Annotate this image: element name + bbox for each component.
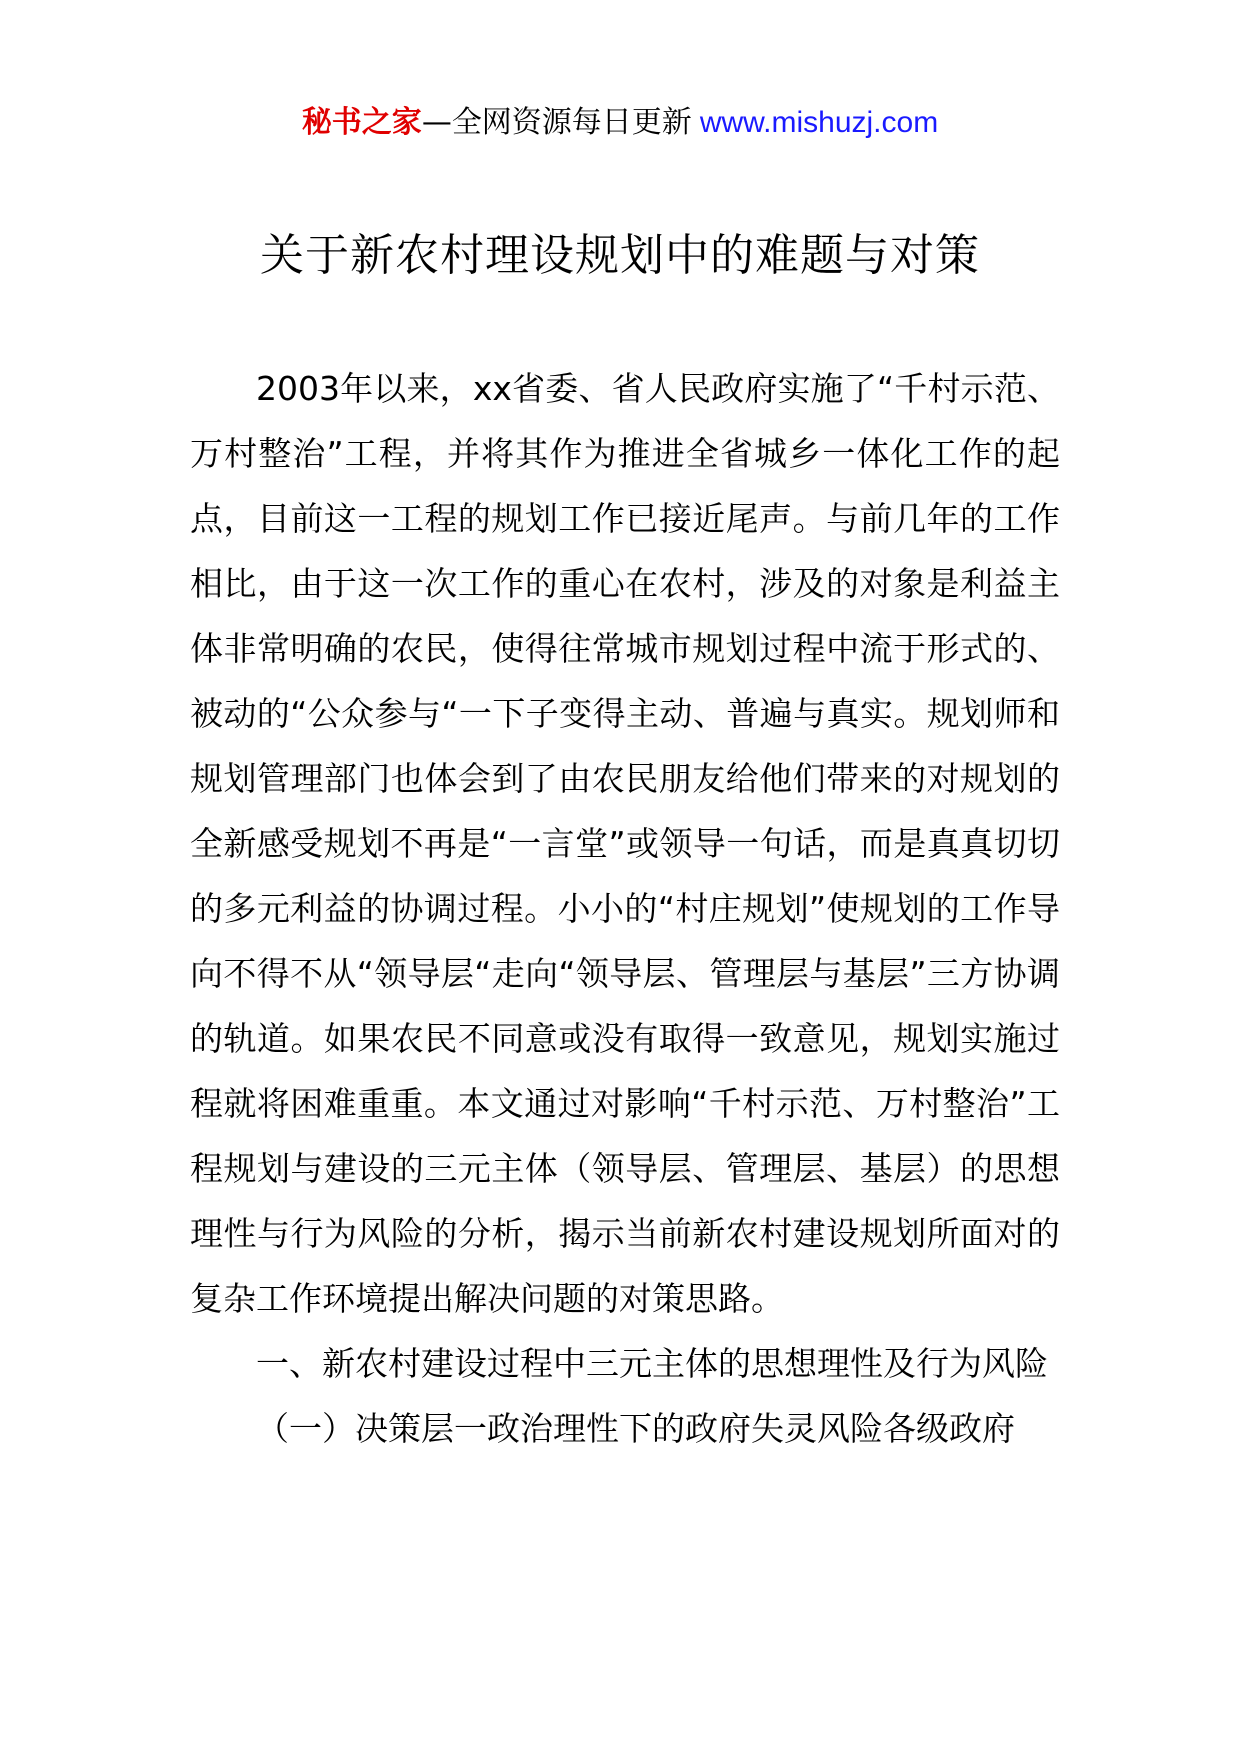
document-body xyxy=(190,356,1060,1461)
section-heading: 一、新农村建设过程中三元主体的思想理性及行为风险 xyxy=(256,1344,1048,1383)
intro-paragraph: 2003年以来，xx省委、省人民政府实施了“千村示范、万村整治”工程，并将其作为推进全省城乡一体化工作的起点，目前这一工程的规划工作已接近尾声。与前几年的工作相比，由于这一次工作的重心在农村，涉及的对象是利益主体非常明确的农民，使得往常城市规划过程中流于形式的、被动的“公众参与“一下子变得主动、普遍与真实。规划师和规划管理部门也体会到了由农民朋友给他们带来的对规划的全新感受规划不再是“一言堂”或领导一句话，而是真真切切的多元利益的协调过程。小小的“村庄规划”使规划的工作导向不得不从“领导层“走向“领导层、管理层与基层”三方协调的轨道。如果农民不同意或没有取得一致意见，规划实施过程就将困难重重。本文通过对影响“千村示范、万村整治”工程规划与建设的三元主体（领导层、管理层、基层）的思想理性与行为风险的分析，揭示当前新农村建设规划所面对的复杂工作环境提出解决问题的对策思路。 xyxy=(190,369,1060,1318)
subsection-paragraph: （一）决策层一政治理性下的政府失灵风险各级政府 xyxy=(256,1409,1015,1448)
site-brand: 秘书之家 xyxy=(301,105,422,140)
site-slogan: —全网资源每日更新 xyxy=(421,105,692,140)
document-title: 关于新农村理设规划中的难题与对策 xyxy=(260,230,980,281)
site-header xyxy=(0,100,1240,146)
site-url-link[interactable]: www.mishuzj.com xyxy=(699,106,939,139)
